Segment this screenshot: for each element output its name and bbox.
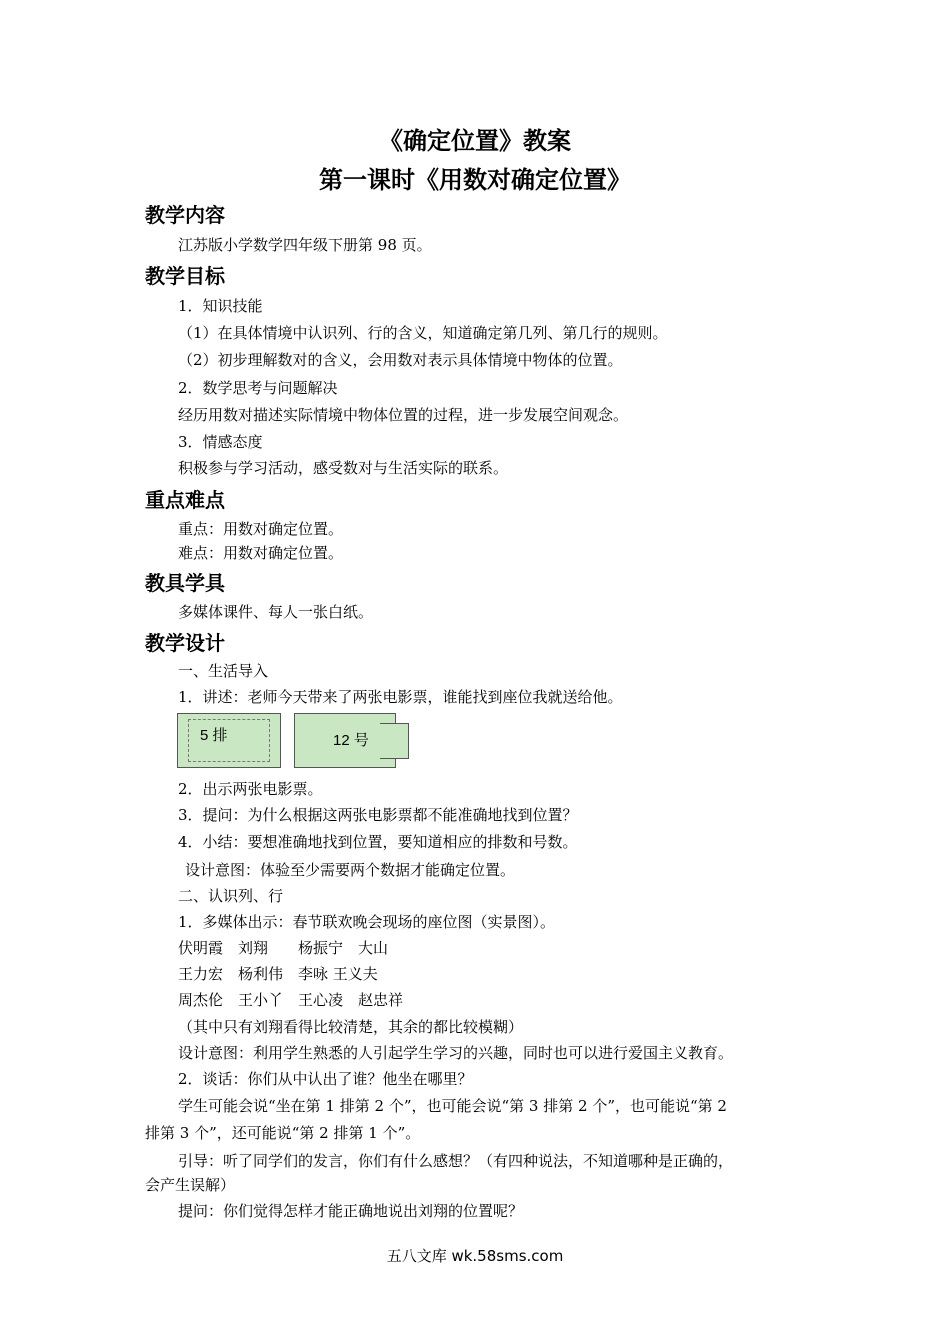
design-line: 3．提问：为什么根据这两张电影票都不能准确地找到位置？ — [178, 806, 578, 824]
goal-line: 2．数学思考与问题解决 — [178, 379, 338, 397]
goal-line: 1．知识技能 — [178, 297, 263, 315]
paragraph-line: 会产生误解） — [145, 1176, 236, 1194]
design-line: 2．出示两张电影票。 — [178, 780, 323, 798]
seat-names-row: 王力宏 杨利伟 李咏 王义夫 — [178, 965, 378, 983]
paragraph-line: 提问：你们觉得怎样才能正确地说出刘翔的位置呢？ — [178, 1202, 524, 1220]
design-intro: 1．讲述：老师今天带来了两张电影票，谁能找到座位我就送给他。 — [178, 688, 623, 706]
ticket-seat-label: 12 号 — [333, 732, 369, 749]
seat-names-row: 周杰伦 王小丫 王心凌 赵忠祥 — [178, 991, 404, 1009]
content-text: 江苏版小学数学四年级下册第 98 页。 — [178, 236, 432, 254]
design-line: （其中只有刘翔看得比较清楚，其余的都比较模糊） — [178, 1018, 524, 1036]
goal-line: 经历用数对描述实际情境中物体位置的过程，进一步发展空间观念。 — [178, 406, 629, 424]
heading-goals: 教学目标 — [145, 264, 225, 288]
document-subtitle: 第一课时《用数对确定位置》 — [319, 166, 631, 194]
paragraph-line: 排第 3 个”，还可能说“第 2 排第 1 个”。 — [145, 1124, 421, 1142]
heading-design: 教学设计 — [145, 631, 225, 655]
paragraph-line: 学生可能会说“坐在第 1 排第 2 个”，也可能会说“第 3 排第 2 个”，也可能说“第 2 — [178, 1097, 727, 1115]
key-point-line: 重点：用数对确定位置。 — [178, 520, 344, 538]
tools-text: 多媒体课件、每人一张白纸。 — [178, 603, 374, 621]
ticket-row-label: 5 排 — [200, 727, 228, 744]
goal-line: （2）初步理解数对的含义，会用数对表示具体情境中物体的位置。 — [178, 351, 623, 369]
ticket-stub — [380, 723, 409, 759]
seat-names-row: 伏明霞 刘翔 杨振宁 大山 — [178, 939, 389, 957]
design-part-two: 二、认识列、行 — [178, 887, 284, 905]
design-line: 2．谈话：你们从中认出了谁？他坐在哪里？ — [178, 1070, 473, 1088]
goal-line: （1）在具体情境中认识列、行的含义，知道确定第几列、第几行的规则。 — [178, 324, 668, 342]
goal-line: 积极参与学习活动，感受数对与生活实际的联系。 — [178, 459, 509, 477]
footer-watermark: 五八文库 wk.58sms.com — [386, 1247, 564, 1265]
heading-tools: 教具学具 — [145, 571, 225, 595]
goal-line: 3．情感态度 — [178, 433, 263, 451]
design-part-one: 一、生活导入 — [178, 662, 269, 680]
design-line: 设计意图：体验至少需要两个数据才能确定位置。 — [185, 861, 516, 879]
design-line: 设计意图：利用学生熟悉的人引起学生学习的兴趣，同时也可以进行爱国主义教育。 — [178, 1044, 734, 1062]
key-point-line: 难点：用数对确定位置。 — [178, 544, 344, 562]
paragraph-line: 引导：听了同学们的发言，你们有什么感想？（有四种说法，不知道哪种是正确的， — [178, 1152, 734, 1170]
heading-content: 教学内容 — [145, 203, 225, 227]
heading-key-points: 重点难点 — [145, 488, 225, 512]
design-line: 4．小结：要想准确地找到位置，要知道相应的排数和号数。 — [178, 833, 578, 851]
document-title: 《确定位置》教案 — [379, 127, 571, 155]
design-line: 1．多媒体出示：春节联欢晚会现场的座位图（实景图）。 — [178, 913, 556, 931]
ticket-row — [177, 713, 281, 768]
